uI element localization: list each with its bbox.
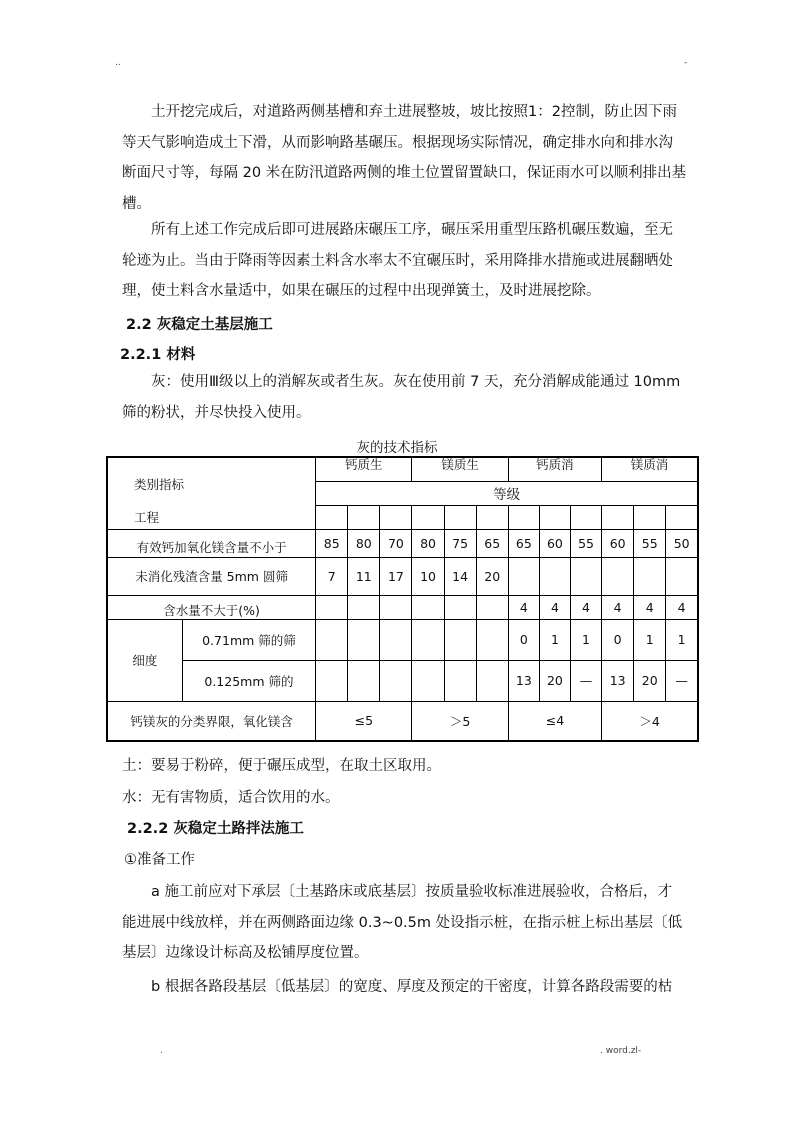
- table-title: 灰的技术指标: [356, 440, 438, 456]
- paragraph-step-b: [122, 972, 708, 1003]
- table-cell: 55: [570, 529, 601, 557]
- table-cell: 85: [316, 529, 348, 557]
- text-line: 槽。: [122, 195, 151, 212]
- table-cell: 55: [634, 529, 666, 557]
- row-sublabel: 0.71mm 筛的筛: [182, 619, 315, 660]
- table-corner-header: [107, 457, 316, 529]
- table-cell: [380, 595, 412, 619]
- table-cell: [476, 619, 508, 660]
- table-cell: 4: [634, 595, 666, 619]
- table-cell: 0: [602, 619, 634, 660]
- text-line: b 根据各路段基层〔低基层〕的宽度、厚度及预定的干密度，计算各路段需要的枯: [151, 979, 673, 995]
- text-line: 土开挖完成后，对道路两侧基槽和弃土进展整坡，坡比按照1：2控制，防止因下雨: [151, 104, 677, 120]
- table-cell: 10: [412, 557, 444, 595]
- table-cell: [508, 557, 539, 595]
- prep-line: ①准备工作: [124, 852, 195, 868]
- table-cell: 65: [476, 529, 508, 557]
- paragraph-step-a: [122, 877, 708, 969]
- table-cell: ＞4: [602, 701, 698, 741]
- table-cell: [444, 660, 476, 701]
- table-cell: 75: [444, 529, 476, 557]
- table-cell: [476, 595, 508, 619]
- table-cell: 4: [602, 595, 634, 619]
- text-line: 轮迹为止。当由于降雨等因素土料含水率太不宜碾压时，采用降排水措施或进展翻晒处: [122, 252, 673, 269]
- table-cell: —: [666, 660, 698, 701]
- table-cell: ＞5: [412, 701, 508, 741]
- table-cell: 20: [476, 557, 508, 595]
- table-cell: 65: [508, 529, 539, 557]
- header-left-mark: ..: [115, 58, 121, 68]
- table-row: [107, 701, 698, 741]
- table-cell: 70: [380, 529, 412, 557]
- table-cell: 11: [348, 557, 380, 595]
- row-label: 钙镁灰的分类界限，氧化镁含: [107, 701, 316, 741]
- row-label: 未消化残渣含量 5mm 圆筛: [107, 557, 316, 595]
- table-cell: 4: [539, 595, 570, 619]
- heading-2-2: 2.2 灰稳定土基层施工: [126, 317, 273, 333]
- table-cell: [476, 660, 508, 701]
- table-cell: 4: [508, 595, 539, 619]
- grade-header: 等级: [316, 481, 698, 505]
- table-cell: —: [570, 660, 601, 701]
- table-cell: [348, 660, 380, 701]
- table-cell: [348, 595, 380, 619]
- text-line: 等天气影响造成土下滑，从而影响路基碾压。根据现场实际情况，确定排水向和排水沟: [122, 134, 673, 151]
- table-cell: [316, 660, 348, 701]
- table-cell: [316, 595, 348, 619]
- table-row: [107, 619, 698, 660]
- table-cell: 20: [634, 660, 666, 701]
- group-header: 镁质生: [412, 457, 508, 481]
- footer-right-mark: . word.zl-: [600, 1046, 642, 1056]
- lime-spec-table: [106, 456, 699, 742]
- table-cell: [570, 557, 601, 595]
- table-cell: ≤4: [508, 701, 601, 741]
- table-cell: [666, 557, 698, 595]
- water-line: 水：无有害物质，适合饮用的水。: [122, 790, 340, 806]
- group-header: 钙质消: [508, 457, 601, 481]
- table-cell: 13: [602, 660, 634, 701]
- table-cell: 13: [508, 660, 539, 701]
- table-cell: 7: [316, 557, 348, 595]
- soil-line: 土：要易于粉碎，便于碾压成型，在取土区取用。: [122, 758, 441, 774]
- table-cell: 1: [539, 619, 570, 660]
- table-cell: 1: [666, 619, 698, 660]
- text-line: a 施工前应对下承层〔土基路床或底基层〕按质量验收标准进展验收，合格后，才: [151, 884, 672, 900]
- table-cell: 14: [444, 557, 476, 595]
- text-line: 灰：使用Ⅲ级以上的消解灰或者生灰。灰在使用前 7 天，充分消解成能通过 10mm: [151, 374, 681, 390]
- table-cell: [348, 619, 380, 660]
- table-cell: [539, 557, 570, 595]
- corner-top-label: 类别指标: [134, 477, 185, 492]
- header-right-mark: -: [684, 58, 688, 68]
- table-cell: 50: [666, 529, 698, 557]
- group-header: 钙质生: [316, 457, 412, 481]
- row-label: 细度: [107, 619, 182, 701]
- table-cell: 0: [508, 619, 539, 660]
- corner-bottom-label: 工程: [134, 510, 160, 525]
- text-line: 能进展中线放样，并在两侧路面边缘 0.3~0.5m 处设指示桩，在指示桩上标出基层〔低: [122, 914, 683, 931]
- table-cell: 4: [570, 595, 601, 619]
- table-cell: 80: [412, 529, 444, 557]
- table-cell: 1: [570, 619, 601, 660]
- table-row: [107, 557, 698, 595]
- text-line: 基层〕边缘设计标高及松铺厚度位置。: [122, 945, 369, 961]
- footer-left-mark: .: [160, 1046, 163, 1056]
- table-row: [107, 595, 698, 619]
- table-cell: 80: [348, 529, 380, 557]
- table-cell: ≤5: [316, 701, 412, 741]
- table-cell: [602, 557, 634, 595]
- table-cell: 1: [634, 619, 666, 660]
- text-line: 筛的粉状，并尽快投入使用。: [122, 404, 311, 421]
- row-label: 有效钙加氧化镁含量不小于: [107, 529, 316, 557]
- row-sublabel: 0.125mm 筛的: [182, 660, 315, 701]
- table-cell: [380, 619, 412, 660]
- paragraph-slope-drainage: [122, 97, 708, 219]
- text-line: 断面尺寸等，每隔 20 米在防汛道路两侧的堆土位置留置缺口，保证雨水可以顺利排出基: [122, 165, 687, 181]
- table-cell: 4: [666, 595, 698, 619]
- table-cell: [444, 619, 476, 660]
- paragraph-compaction: [122, 215, 708, 307]
- table-cell: [412, 660, 444, 701]
- row-label: 含水量不大于(%): [107, 595, 316, 619]
- heading-2-2-2: 2.2.2 灰稳定土路拌法施工: [127, 821, 304, 837]
- heading-2-2-1: 2.2.1 材料: [120, 347, 196, 363]
- table-cell: [412, 619, 444, 660]
- table-row: [107, 529, 698, 557]
- table-row: [107, 660, 698, 701]
- table-cell: [634, 557, 666, 595]
- text-line: 理，使土料含水量适中，如果在碾压的过程中出现弹簧土，及时进展挖除。: [122, 283, 601, 299]
- table-cell: [444, 595, 476, 619]
- table-cell: 20: [539, 660, 570, 701]
- text-line: 所有上述工作完成后即可进展路床碾压工序，碾压采用重型压路机碾压数遍，至无: [151, 222, 673, 238]
- table-cell: [412, 595, 444, 619]
- table-cell: 60: [602, 529, 634, 557]
- group-header: 镁质消: [602, 457, 698, 481]
- table-cell: [316, 619, 348, 660]
- table-cell: 60: [539, 529, 570, 557]
- table-cell: 17: [380, 557, 412, 595]
- table-cell: [380, 660, 412, 701]
- paragraph-lime-material: [122, 367, 708, 428]
